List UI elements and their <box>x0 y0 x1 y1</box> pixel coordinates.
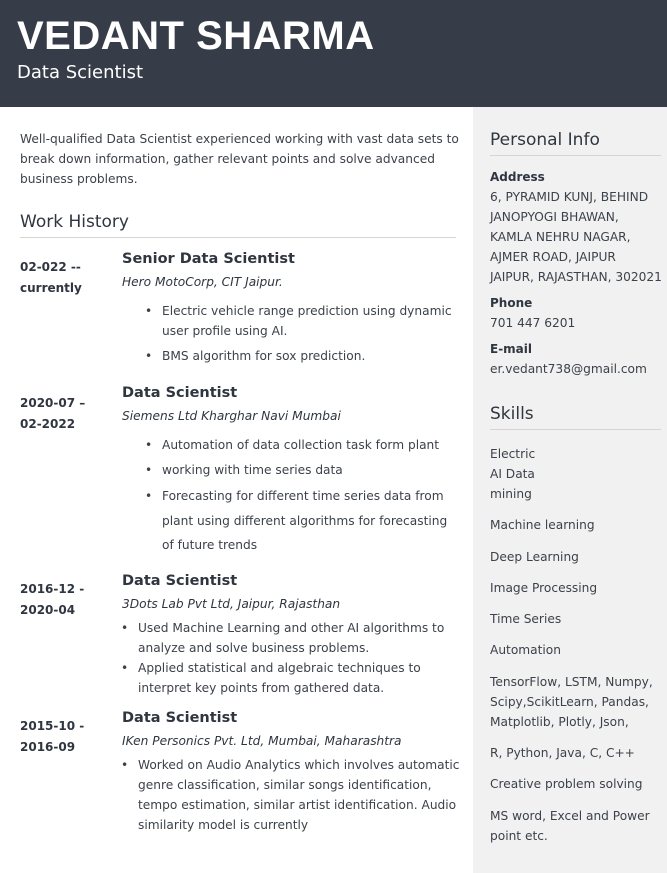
email-value: er.vedant738@gmail.com <box>490 362 647 376</box>
job-bullets <box>138 618 468 698</box>
skills-heading: Skills <box>490 404 661 430</box>
job-bullet: • Automation of data collection task form plant <box>162 435 460 455</box>
job-bullets <box>162 435 460 554</box>
job-role: Data Scientist <box>122 573 238 589</box>
profile-summary: Well-qualified Data Scientist experienced working with vast data sets to break down information, gather relevant points and solve advanced business problems. <box>20 132 459 186</box>
job-bullet: • Worked on Audio Analytics which involves automatic genre classification, similar songs identification, tempo estimation, similar artist identification. Audio similarity model is currently <box>138 755 468 835</box>
skill-item: Creative problem solving <box>490 777 643 792</box>
job-company: Hero MotoCorp, CIT Jaipur. <box>122 275 283 289</box>
skill-item: Image Processing <box>490 580 598 595</box>
candidate-title: Data Scientist <box>17 62 143 83</box>
personal-info-heading: Personal Info <box>490 130 661 156</box>
resume-header <box>0 0 667 107</box>
job-company: IKen Personics Pvt. Ltd, Mumbai, Maharashtra <box>122 734 402 748</box>
job-bullet: • Forecasting for different time series data from plant using different algorithms for forecasting of future trends <box>162 484 460 558</box>
job-bullet: • BMS algorithm for sox prediction. <box>162 346 460 366</box>
address-block <box>490 170 662 287</box>
email-block <box>490 342 662 379</box>
job-company: Siemens Ltd Kharghar Navi Mumbai <box>122 409 341 423</box>
job-date: 2020-07 – 02-2022 <box>20 396 86 431</box>
skill-item: Deep Learning <box>490 549 579 564</box>
skill-item: TensorFlow, LSTM, Numpy, Scipy,ScikitLearn, Pandas, Matplotlib, Plotly, Json, <box>490 674 653 729</box>
job-bullet: • Applied statistical and algebraic techniques to interpret key points from gathered data. <box>138 658 468 698</box>
skill-item: Time Series <box>490 612 562 627</box>
job-bullet: • working with time series data <box>162 460 460 480</box>
job-bullets <box>138 755 468 835</box>
skills-list <box>490 444 660 857</box>
address-value: 6, PYRAMID KUNJ, BEHIND JANOPYOGI BHAWAN, KAMLA NEHRU NAGAR, AJMER ROAD, JAIPUR JAIPUR, RAJASTHAN, 302021 <box>490 190 662 284</box>
phone-label: Phone <box>490 296 533 310</box>
skill-item: R, Python, Java, C, C++ <box>490 746 635 761</box>
email-label: E-mail <box>490 342 533 356</box>
job-date: 2016-12 - 2020-04 <box>20 582 85 617</box>
job-bullet: • Used Machine Learning and other AI algorithms to analyze and solve business problems. <box>138 618 468 658</box>
work-history-heading: Work History <box>20 212 456 238</box>
job-company: 3Dots Lab Pvt Ltd, Jaipur, Rajasthan <box>122 597 341 611</box>
skill-item: Automation <box>490 643 561 658</box>
candidate-name: VEDANT SHARMA <box>17 14 375 58</box>
phone-block <box>490 296 662 333</box>
job-bullets <box>162 301 460 370</box>
job-role: Data Scientist <box>122 385 238 401</box>
skill-item: Machine learning <box>490 518 595 533</box>
skill-item: Electric AI Data mining <box>490 447 536 501</box>
job-role: Senior Data Scientist <box>122 251 295 267</box>
job-date: 2015-10 - 2016-09 <box>20 719 85 754</box>
job-bullet: • Electric vehicle range prediction using dynamic user profile using AI. <box>162 301 460 341</box>
job-date: 02-022 -- currently <box>20 260 82 295</box>
skill-item: MS word, Excel and Power point etc. <box>490 808 650 843</box>
job-role: Data Scientist <box>122 710 238 726</box>
phone-value: 701 447 6201 <box>490 316 576 330</box>
address-label: Address <box>490 170 545 184</box>
